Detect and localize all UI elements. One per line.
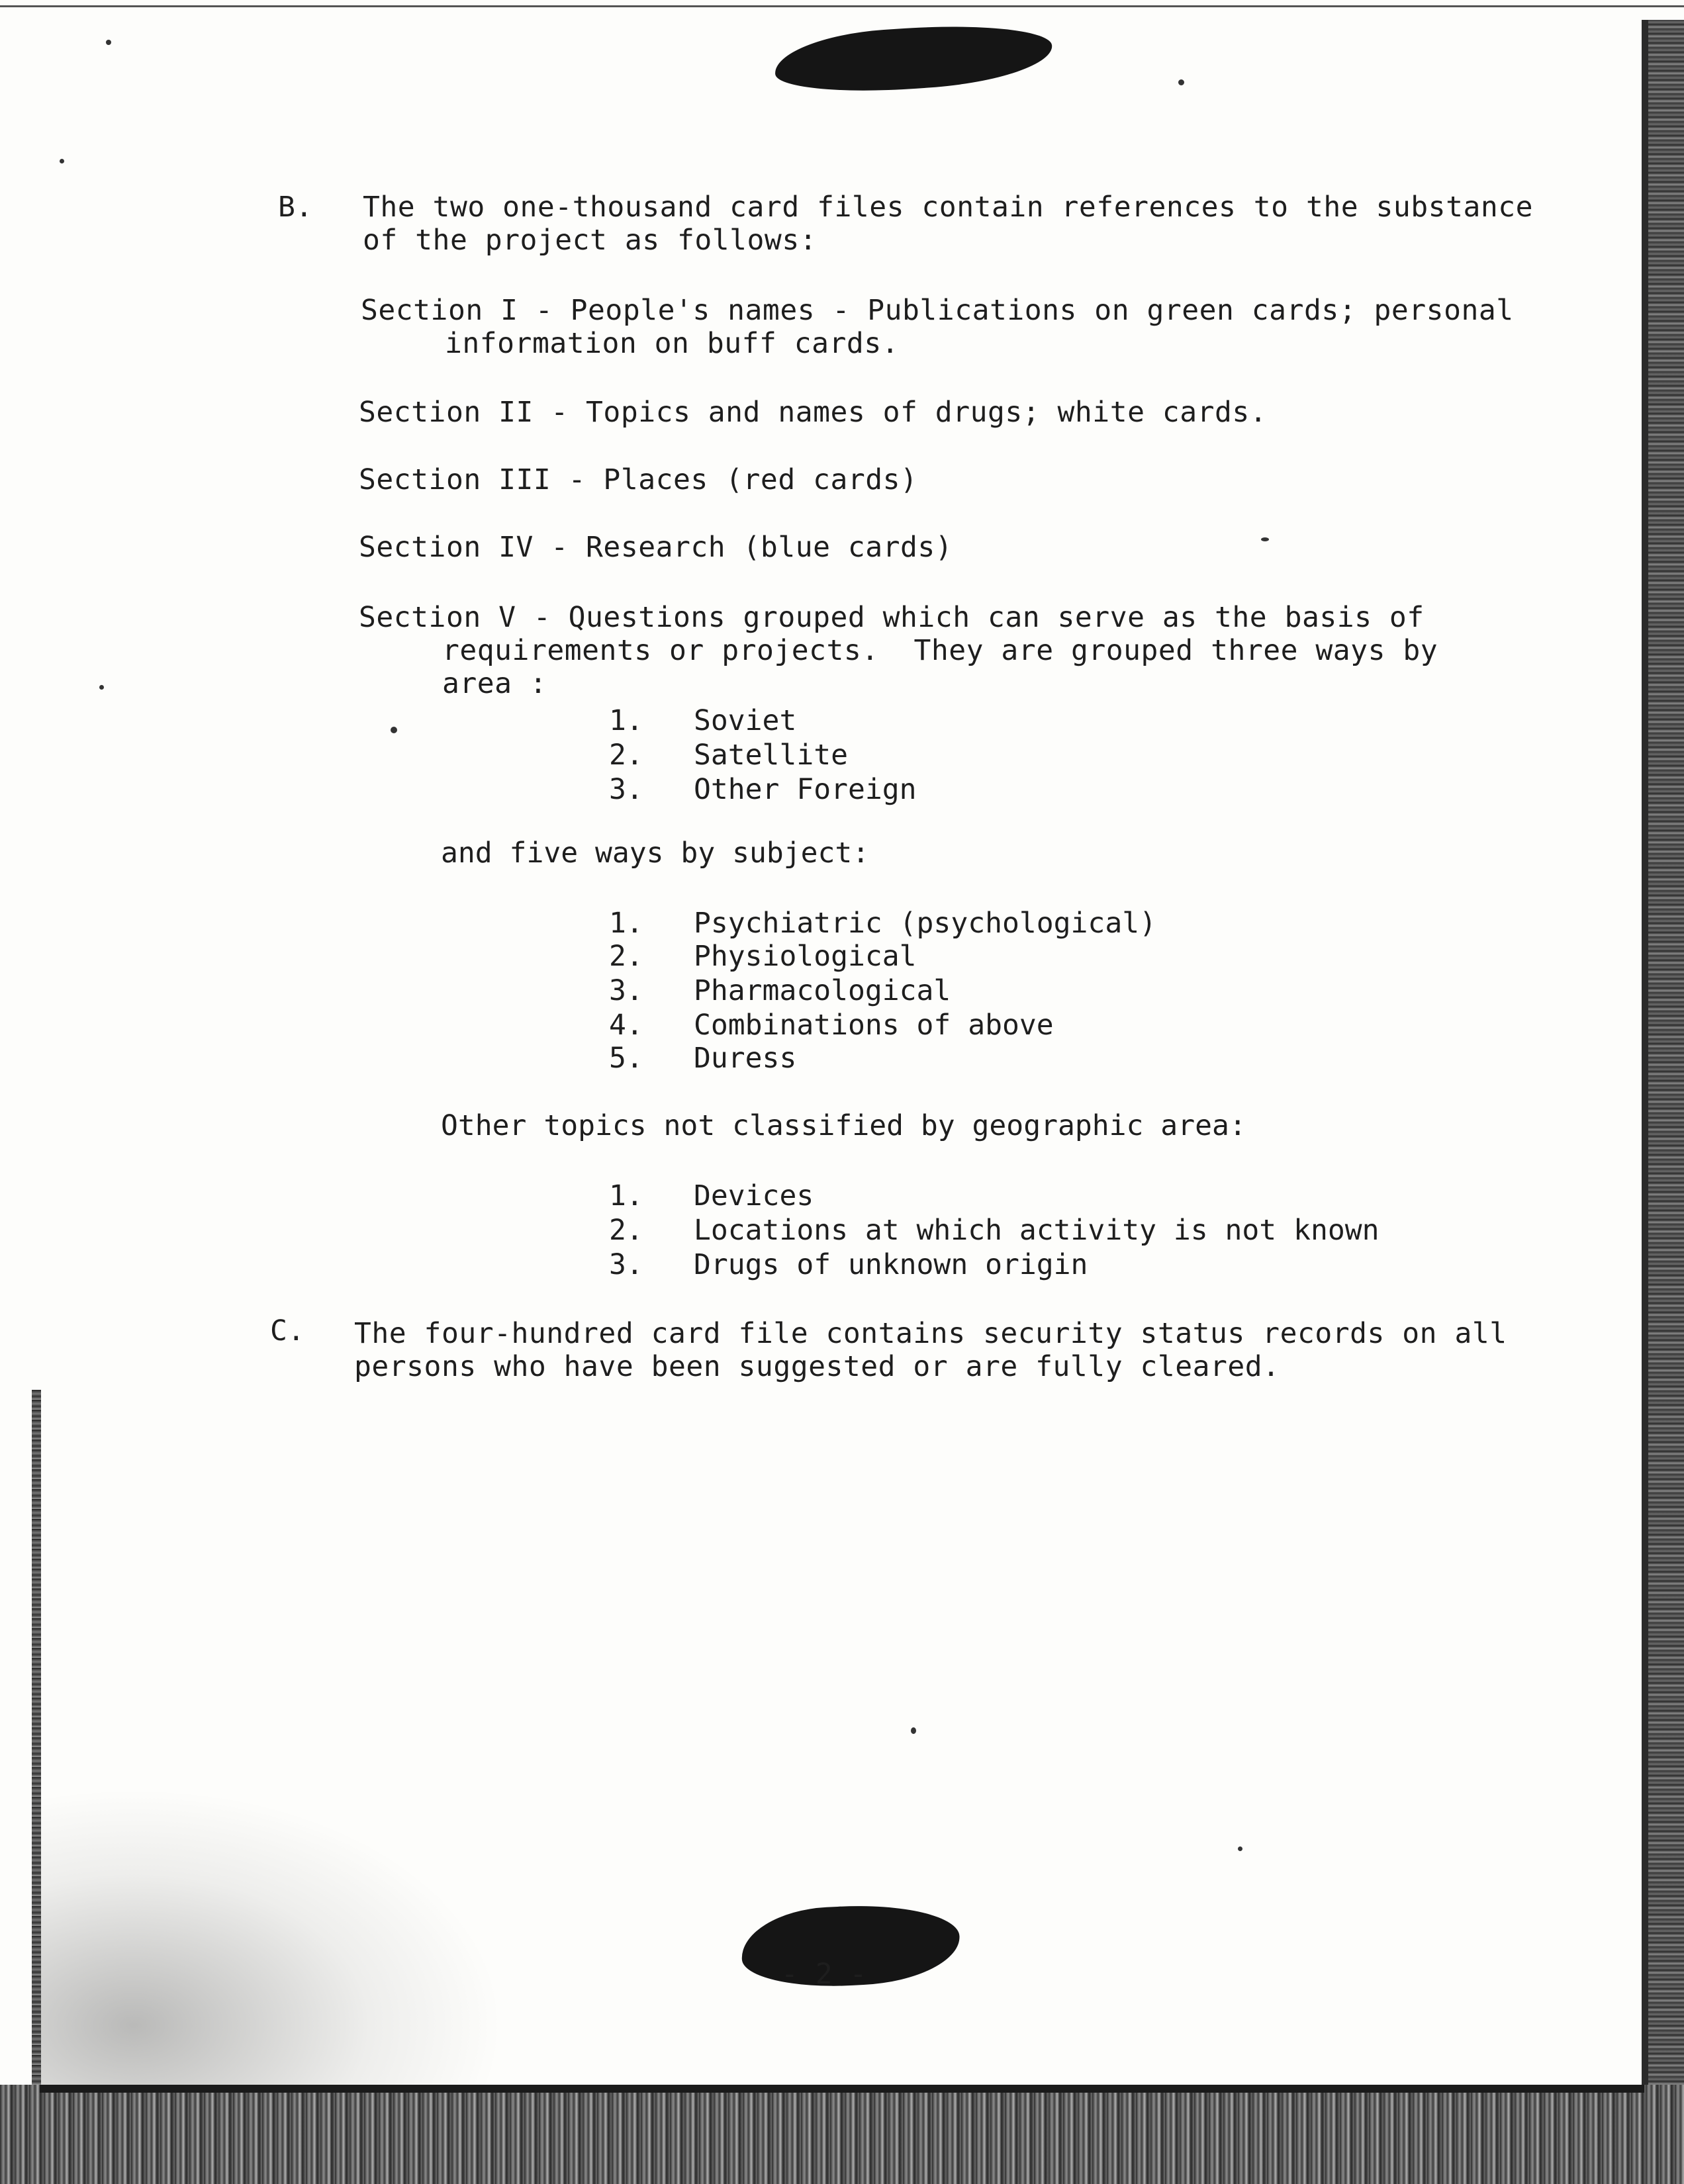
list-item: Combinations of above (694, 1009, 1054, 1042)
list-item-number: 3. (609, 773, 643, 806)
speck (99, 685, 104, 690)
list-item-number: 1. (609, 907, 643, 940)
subject-intro: and five ways by subject: (441, 837, 870, 870)
list-item-number: 2. (609, 940, 643, 973)
speck (60, 159, 64, 163)
list-item-number: 2. (609, 1214, 643, 1247)
page-number: - 2 - (781, 1958, 867, 1991)
list-item-number: 1. (609, 704, 643, 737)
list-item-number: 5. (609, 1042, 643, 1075)
list-item-number: 3. (609, 1248, 643, 1281)
section-5-line: requirements or projects. They are grouped three ways by (442, 634, 1438, 667)
list-item: Psychiatric (psychological) (694, 907, 1156, 940)
scan-bottom-shadow (40, 2085, 1644, 2093)
paragraph-c-marker: C. (270, 1314, 305, 1347)
speck (911, 1727, 916, 1734)
speck (1238, 1846, 1242, 1851)
section-3-line: Section III - Places (red cards) (359, 463, 918, 496)
section-5-line: area : (442, 667, 547, 700)
speck (391, 727, 397, 733)
speck (106, 40, 111, 45)
paragraph-c-line: persons who have been suggested or are fully cleared. (354, 1350, 1280, 1383)
list-item: Other Foreign (694, 773, 917, 806)
paragraph-b-marker: B. (278, 191, 313, 224)
paragraph-c-line: The four-hundred card file contains security status records on all (354, 1317, 1507, 1350)
list-item: Duress (694, 1042, 797, 1075)
section-1-line: Section I - People's names - Publications on green cards; personal (361, 294, 1514, 327)
list-item: Locations at which activity is not known (694, 1214, 1380, 1247)
scan-top-rule (0, 5, 1684, 7)
redaction-mark-top (772, 18, 1054, 98)
scan-right-edge (1648, 20, 1684, 2184)
list-item: Physiological (694, 940, 917, 973)
list-item: Pharmacological (694, 974, 951, 1007)
paragraph-b-line: The two one-thousand card files contain references to the substance (363, 191, 1534, 224)
list-item-number: 1. (609, 1179, 643, 1212)
section-4-line: Section IV - Research (blue cards) (359, 531, 953, 564)
list-item-number: 3. (609, 974, 643, 1007)
paragraph-b-line: of the project as follows: (363, 224, 818, 257)
list-item: Devices (694, 1179, 814, 1212)
list-item-number: 4. (609, 1009, 643, 1042)
section-1-line: information on buff cards. (445, 327, 900, 360)
list-item-number: 2. (609, 739, 643, 772)
list-item: Soviet (694, 704, 797, 737)
section-2-line: Section II - Topics and names of drugs; white cards. (359, 396, 1268, 429)
list-item: Drugs of unknown origin (694, 1248, 1088, 1281)
list-item: Satellite (694, 739, 848, 772)
section-5-line: Section V - Questions grouped which can serve as the basis of (359, 601, 1425, 634)
scan-noise (41, 1787, 504, 2085)
speck (1178, 79, 1184, 85)
scan-bottom-edge (0, 2085, 1684, 2184)
scan-right-shadow (1642, 20, 1648, 2085)
speck (1261, 537, 1269, 541)
other-topics-intro: Other topics not classified by geographic area: (441, 1109, 1246, 1142)
scan-left-edge (32, 1390, 41, 2151)
